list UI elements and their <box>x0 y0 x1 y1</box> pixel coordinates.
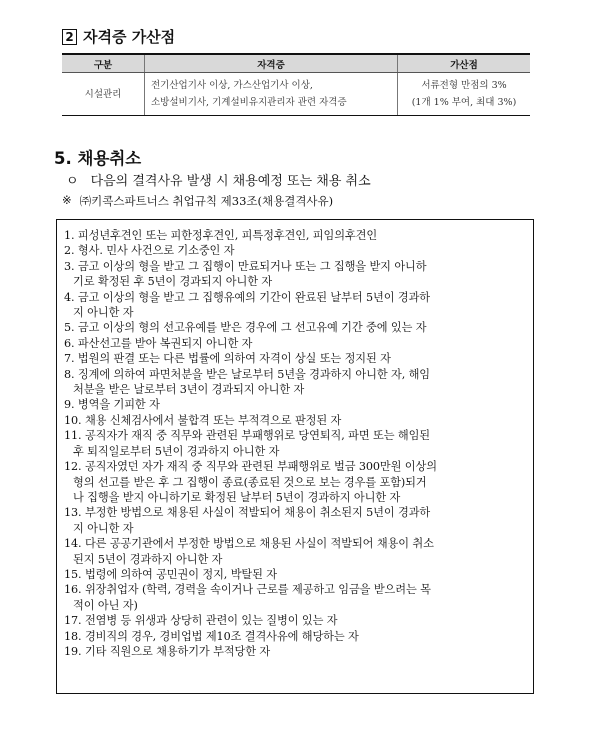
list-item <box>64 459 527 505</box>
note-line <box>62 193 333 209</box>
list-item <box>64 243 527 258</box>
item-text: 16. 위장취업자 (학력, 경력을 속이거나 근로를 제공하고 임금을 받으려는 목 <box>64 583 431 597</box>
cell-category: 시설관리 <box>62 73 145 116</box>
item-text: 19. 기타 직원으로 채용하기가 부적당한 자 <box>64 644 271 658</box>
list-item <box>64 428 527 459</box>
table-header-row <box>62 54 530 73</box>
section-2-heading <box>62 26 175 47</box>
list-item <box>64 228 527 243</box>
list-item <box>64 644 527 659</box>
list-item <box>64 567 527 582</box>
item-text: 2. 형사. 민사 사건으로 기소중인 자 <box>64 244 235 258</box>
item-continuation: 적이 아닌 자) <box>73 598 138 612</box>
list-item <box>64 613 527 628</box>
item-text: 15. 법령에 의하여 공민권이 정지, 박탈된 자 <box>64 567 278 581</box>
item-text: 1. 피성년후견인 또는 피한정후견인, 피특정후견인, 피임의후견인 <box>64 229 378 242</box>
item-text: 9. 병역을 기피한 자 <box>64 398 160 412</box>
note-text: ㈜키콕스파트너스 취업규칙 제33조(채용결격사유) <box>79 194 334 208</box>
item-text: 3. 금고 이상의 형을 받고 그 집행이 만료되거나 또는 그 집행을 받지 아니하 <box>64 259 427 273</box>
list-item <box>64 505 527 536</box>
bonus-line-2: (1개 1% 부여, 최대 3%) <box>411 97 517 108</box>
cell-certificates <box>145 73 398 116</box>
list-item <box>64 336 527 351</box>
note-symbol: ※ <box>62 193 72 207</box>
item-text: 17. 전염병 등 위생과 상당히 관련이 있는 질병이 있는 자 <box>64 614 338 628</box>
item-continuation: 기로 확정된 후 5년이 경과되지 아니한 자 <box>73 275 273 289</box>
item-text: 11. 공직자가 재직 중 직무와 관련된 부패행위로 당연퇴직, 파면 또는 해임된 <box>64 429 431 443</box>
item-continuation: 지 아니한 자 <box>73 521 134 535</box>
list-item <box>64 367 527 398</box>
list-item <box>64 351 527 366</box>
item-text: 18. 경비직의 경우, 경비업법 제10조 결격사유에 해당하는 자 <box>64 629 359 643</box>
cert-line-1: 전기산업기사 이상, 가스산업기사 이상, <box>151 80 313 91</box>
list-item <box>64 536 527 567</box>
section-2-title: 자격증 가산점 <box>83 28 176 46</box>
item-continuation: 형의 선고를 받은 후 그 집행이 종료(종료된 것으로 보는 경우를 포함)되거 <box>73 475 427 489</box>
bullet-line <box>66 170 371 189</box>
list-item <box>64 413 527 428</box>
item-text: 10. 채용 신체검사에서 불합격 또는 부적격으로 판정된 자 <box>64 413 342 427</box>
certificate-bonus-table <box>62 53 530 116</box>
list-item <box>64 320 527 335</box>
header-category: 구분 <box>62 54 145 73</box>
item-continuation: 나 집행을 받지 아니하기로 확정된 날부터 5년이 경과하지 아니한 자 <box>73 490 401 504</box>
table-row <box>62 73 530 116</box>
header-certificate: 자격증 <box>145 54 398 73</box>
item-text: 7. 법원의 판결 또는 다른 법률에 의하여 자격이 상실 또는 정지된 자 <box>64 352 391 366</box>
header-bonus: 가산점 <box>398 54 531 73</box>
list-item <box>64 397 527 412</box>
item-continuation: 후 퇴직일로부터 5년이 경과하지 아니한 자 <box>73 444 280 458</box>
item-continuation: 지 아니한 자 <box>73 306 134 320</box>
item-text: 13. 부정한 방법으로 채용된 사실이 적발되어 채용이 취소된지 5년이 경과하 <box>64 506 431 520</box>
item-text: 12. 공직자였던 자가 재직 중 직무와 관련된 부패행위로 벌금 300만원 이상의 <box>64 460 437 474</box>
list-item <box>64 259 527 290</box>
item-text: 4. 금고 이상의 형을 받고 그 집행유예의 기간이 완료된 날부터 5년이 경과하 <box>64 290 431 304</box>
bonus-line-1: 서류전형 만점의 3% <box>421 80 507 91</box>
bullet-text: 다음의 결격사유 발생 시 채용예정 또는 채용 취소 <box>90 174 371 189</box>
item-text: 6. 파산선고를 받아 복권되지 아니한 자 <box>64 336 253 350</box>
list-item <box>64 582 527 613</box>
cert-line-2: 소방설비기사, 기계설비유지관리자 관련 자격증 <box>151 97 347 108</box>
item-continuation: 처분을 받은 날로부터 3년이 경과되지 아니한 자 <box>73 383 305 397</box>
list-item <box>64 629 527 644</box>
list-item <box>64 290 527 321</box>
section-5-title: 5. 채용취소 <box>54 149 142 168</box>
item-continuation: 된지 5년이 경과하지 아니한 자 <box>73 552 223 566</box>
item-text: 14. 다른 공공기관에서 부정한 방법으로 채용된 사실이 적발되어 채용이 취소 <box>64 537 434 551</box>
section-2-number: 2 <box>62 29 77 45</box>
bullet-symbol: ㅇ <box>66 174 79 189</box>
cell-bonus <box>398 73 531 116</box>
item-text: 8. 징계에 의하여 파면처분을 받은 날로부터 5년을 경과하지 아니한 자, 해임 <box>64 367 431 381</box>
disqualification-list-box <box>56 219 534 694</box>
item-text: 5. 금고 이상의 형의 선고유예를 받은 경우에 그 선고유예 기간 중에 있는 자 <box>64 321 427 335</box>
